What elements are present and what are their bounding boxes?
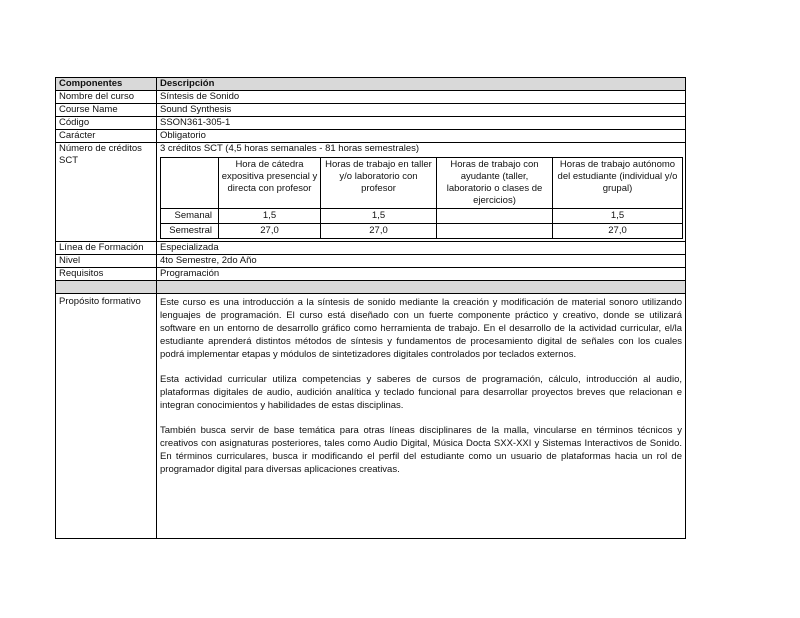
- proposito-paragraph: También busca servir de base temática para otras líneas disciplinares de la malla, vincularse en términos técnicos y creativos con asignaturas posteriores, tales como Audio Digital, Música Docta SXX-XXI y Sistemas Interactivos de Sonido. En términos curriculares, busca ir modificando el perfil del estudiante como un usuario de plataformas hacia un rol de programador digital para diversas aplicaciones creativas.: [160, 425, 682, 475]
- hours-cell: 1,5: [321, 209, 437, 224]
- hours-col-ayudante: Horas de trabajo con ayudante (taller, laboratorio o clases de ejercicios): [437, 158, 553, 209]
- hours-col-taller: Horas de trabajo en taller y/o laboratorio con profesor: [321, 158, 437, 209]
- proposito-label: Propósito formativo: [56, 294, 157, 539]
- table-row: [56, 104, 686, 117]
- hours-corner: [161, 158, 219, 209]
- hours-cell: 1,5: [219, 209, 321, 224]
- proposito-text: [157, 294, 686, 539]
- row-label: Course Name: [56, 104, 157, 117]
- table-header-row: [56, 78, 686, 91]
- proposito-paragraph: Esta actividad curricular utiliza competencias y saberes de cursos de programación, cálculo, introducción al audio, plataformas digitales de audio, audición analítica y teclado funcional para desarrollar proyectos breves que relacionan e integran conocimientos y habilidades de estas disciplinas.: [160, 374, 682, 411]
- hours-cell: 27,0: [553, 224, 683, 239]
- hours-cell: [437, 224, 553, 239]
- hours-cell: 27,0: [321, 224, 437, 239]
- hours-cell: [437, 209, 553, 224]
- row-value: Obligatorio: [157, 130, 686, 143]
- row-label: Nombre del curso: [56, 91, 157, 104]
- row-value: Sound Synthesis: [157, 104, 686, 117]
- blank-cell: [157, 281, 686, 294]
- table-row: [56, 268, 686, 281]
- row-value: Especializada: [157, 242, 686, 255]
- proposito-paragraph: Este curso es una introducción a la síntesis de sonido mediante la creación y modificación de material sonoro utilizando lenguajes de programación. El curso está diseñado con un fuerte componente práctico y creativo, donde se utilizará software en un entorno de desarrollo gráfico como herramienta de trabajo. En el desarrollo de la actividad curricular, el/la estudiante aprenderá distintos métodos de síntesis y fundamentos de procesamiento digital de señales con los cuales podrá implementar etapas y módulos de sintetizadores digitales controlados por teclados externos.: [160, 297, 682, 360]
- creditos-label: Número de créditos SCT: [56, 143, 157, 242]
- table-row: [56, 242, 686, 255]
- hours-table: [160, 157, 683, 239]
- creditos-summary: 3 créditos SCT (4,5 horas semanales - 81 horas semestrales): [160, 143, 420, 154]
- creditos-cell: [157, 143, 686, 242]
- hours-col-catedra: Hora de cátedra expositiva presencial y directa con profesor: [219, 158, 321, 209]
- hours-header-row: [161, 158, 683, 209]
- row-label: Código: [56, 117, 157, 130]
- hours-cell: 1,5: [553, 209, 683, 224]
- hours-cell: 27,0: [219, 224, 321, 239]
- hours-row-label: Semestral: [161, 224, 219, 239]
- proposito-row: [56, 294, 686, 539]
- table-row: [56, 117, 686, 130]
- blank-cell: [56, 281, 157, 294]
- row-label: Requisitos: [56, 268, 157, 281]
- row-value: Programación: [157, 268, 686, 281]
- row-value: 4to Semestre, 2do Año: [157, 255, 686, 268]
- hours-row-semanal: [161, 209, 683, 224]
- row-label: Carácter: [56, 130, 157, 143]
- table-row: [56, 255, 686, 268]
- row-value: SSON361-305-1: [157, 117, 686, 130]
- hours-row-semestral: [161, 224, 683, 239]
- header-descripcion: Descripción: [157, 78, 686, 91]
- row-label: Nivel: [56, 255, 157, 268]
- hours-col-autonomo: Horas de trabajo autónomo del estudiante (individual y/o grupal): [553, 158, 683, 209]
- course-table: [55, 77, 686, 539]
- row-label: Línea de Formación: [56, 242, 157, 255]
- hours-row-label: Semanal: [161, 209, 219, 224]
- blank-separator-row: [56, 281, 686, 294]
- creditos-row: [56, 143, 686, 242]
- header-componentes: Componentes: [56, 78, 157, 91]
- table-row: [56, 130, 686, 143]
- table-row: [56, 91, 686, 104]
- row-value: Síntesis de Sonido: [157, 91, 686, 104]
